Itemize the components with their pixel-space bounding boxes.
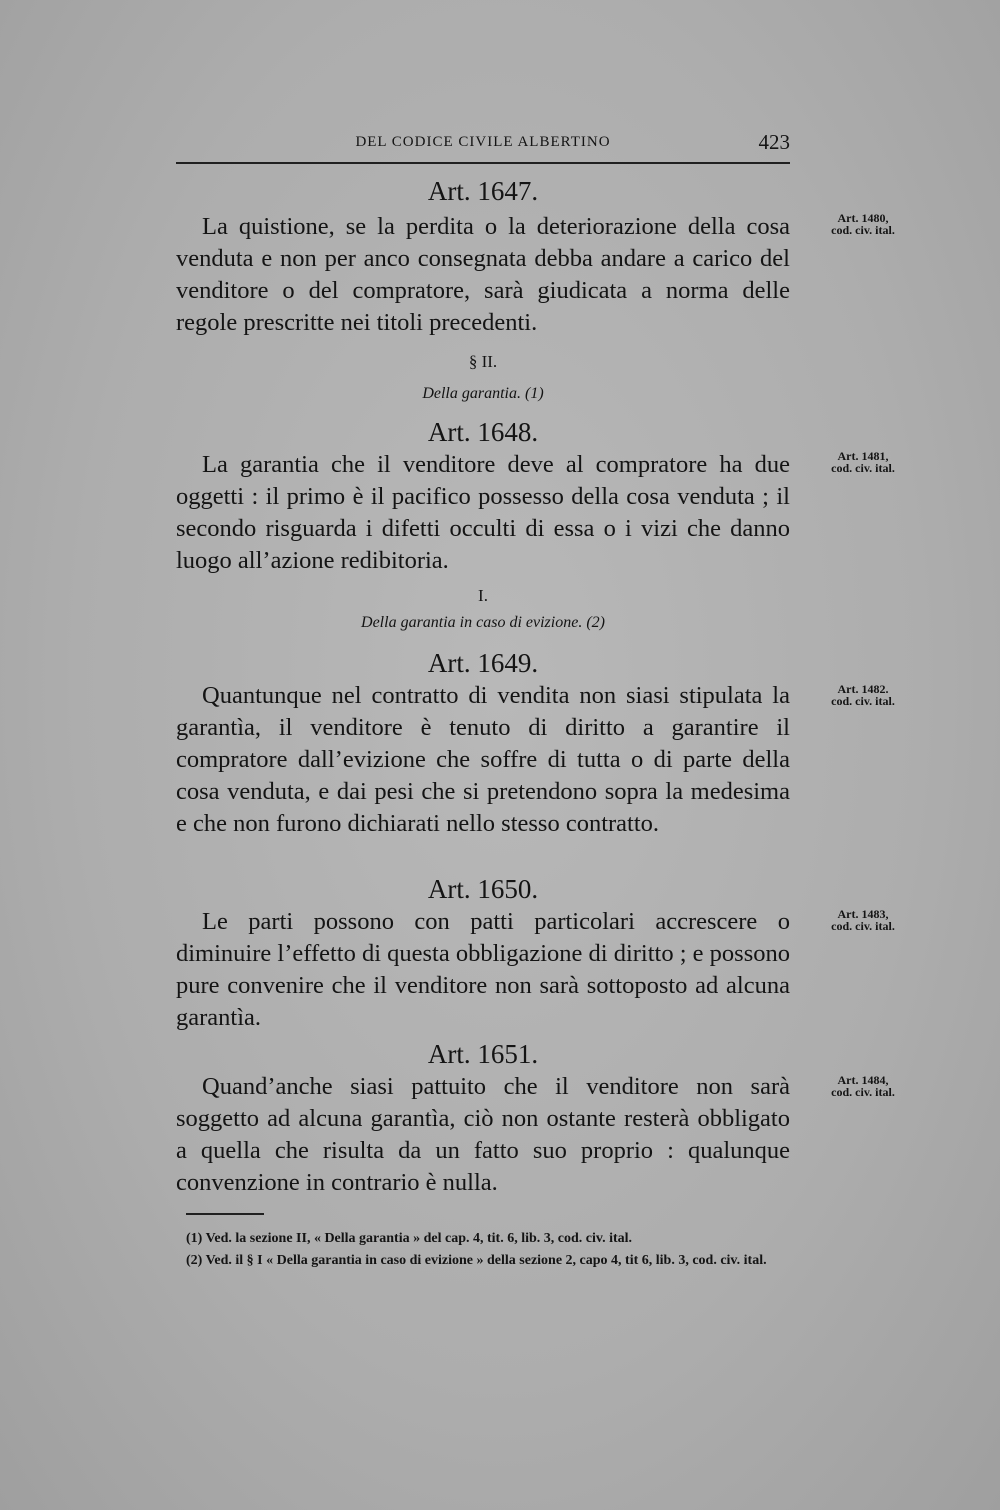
article-heading-1649: Art. 1649.: [427, 648, 539, 678]
margin-note-article: Art. 1482.: [837, 682, 889, 696]
margin-note-1650: [808, 908, 918, 932]
margin-note-code: cod. civ. ital.: [831, 919, 895, 933]
article-text-1651: Quand’anche siasi pattuito che il venditore non sarà soggetto ad alcuna garantìa, ciò non ostante resterà obbligato a quella che risulta da un fatto suo proprio : qualunque convenzione in contrario è nulla.: [176, 1073, 790, 1196]
article-text-1649: Quantunque nel contratto di vendita non siasi stipulata la garantìa, il venditore è tenuto di diritto a garantire il compratore dall’evizione che soffre di tutta o di parte della cosa venduta, e dai pesi che si pretendono sopra la medesima e che non furono dichiarati nello stesso contratto.: [176, 682, 790, 837]
subsection-title: Della garantia in caso di evizione. (2): [361, 614, 605, 631]
article-text-1648: La garantia che il venditore deve al compratore ha due oggetti : il primo è il pacifico possesso della cosa venduta ; il secondo risguarda i difetti occulti di essa o i vizi che danno luogo all’azione redibitoria.: [176, 451, 790, 574]
article-text-1650: Le parti possono con patti particolari accrescere o diminuire l’effetto di questa obbligazione di diritto ; e possono pure convenire che il venditore non sarà sottoposto ad alcuna garantìa.: [176, 908, 790, 1031]
margin-note-1651: [808, 1074, 918, 1098]
margin-note-code: cod. civ. ital.: [831, 694, 895, 708]
article-text-1647: La quistione, se la perdita o la deteriorazione della cosa venduta e non per anco consegnata debba andare a carico del venditore o del compratore, sarà giudicata a norma delle regole prescritte nei titoli precedenti.: [176, 213, 790, 336]
running-title: DEL CODICE CIVILE ALBERTINO: [355, 134, 611, 150]
article-heading-1650: Art. 1650.: [427, 874, 539, 904]
margin-note-1648: [808, 450, 918, 474]
article-heading-1651: Art. 1651.: [427, 1039, 539, 1069]
margin-note-code: cod. civ. ital.: [831, 1085, 895, 1099]
margin-note-1649: [808, 683, 918, 707]
margin-note-code: cod. civ. ital.: [831, 223, 895, 237]
margin-note-1647: [808, 212, 918, 236]
margin-note-article: Art. 1484,: [837, 1073, 889, 1087]
page-number: 423: [758, 130, 790, 154]
article-heading-1648: Art. 1648.: [427, 417, 539, 447]
margin-note-article: Art. 1480,: [837, 211, 889, 225]
margin-note-code: cod. civ. ital.: [831, 461, 895, 475]
footnote-rule: [186, 1213, 264, 1215]
section-title: Della garantia. (1): [422, 385, 544, 402]
article-heading-1647: Art. 1647.: [427, 176, 539, 206]
margin-note-article: Art. 1481,: [837, 449, 889, 463]
footnote-2: (2) Ved. il § I « Della garantia in caso di evizione » della sezione 2, capo 4, tit 6, lib. 3, cod. civ. ital.: [186, 1253, 767, 1268]
margin-note-article: Art. 1483,: [837, 907, 889, 921]
footnote-1: (1) Ved. la sezione II, « Della garantia » del cap. 4, tit. 6, lib. 3, cod. civ. ital.: [186, 1231, 633, 1246]
section-mark: § II.: [468, 352, 498, 371]
subsection-mark: I.: [478, 586, 488, 605]
header-rule: [176, 162, 790, 164]
page-header: [176, 130, 790, 160]
